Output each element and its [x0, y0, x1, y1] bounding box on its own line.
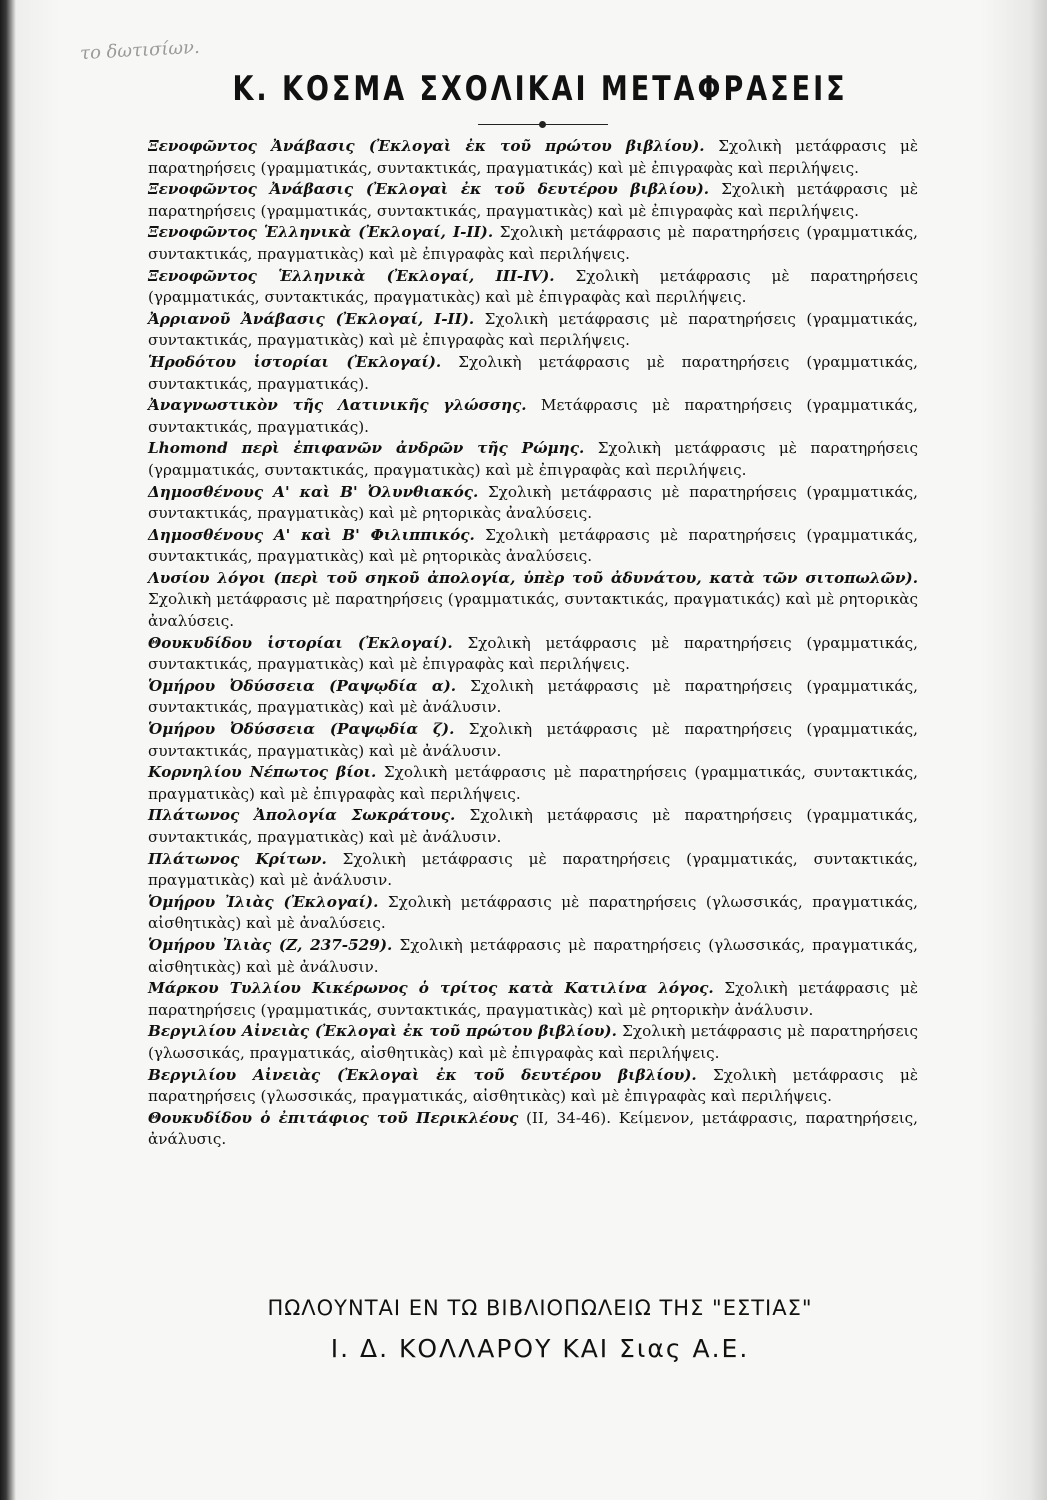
- catalog-entry: [148, 1065, 918, 1108]
- entry-description: Σχολικὴ μετάφρασις μὲ παρατηρήσεις (γραμματικάς, συντακτικάς, πραγματικὰς) καὶ μὲ ἐπιγραφὰς καὶ περιλήψεις.: [148, 266, 918, 307]
- catalog-entry: [148, 633, 918, 676]
- catalog-entry: [148, 1021, 918, 1064]
- entry-title: Θουκυδίδου ὁ ἐπιτάφιος τοῦ Περικλέους: [148, 1108, 519, 1127]
- catalog-entry: [148, 762, 918, 805]
- entry-title: Λυσίου λόγοι (περὶ τοῦ σηκοῦ ἀπολογία, ὑπὲρ τοῦ ἀδυνάτου, κατὰ τῶν σιτοπωλῶν).: [148, 568, 918, 587]
- catalog-entry: [148, 482, 918, 525]
- handwritten-note: το δωτισίων.: [79, 36, 201, 65]
- catalog-entry: [148, 525, 918, 568]
- entry-title: Ξενοφῶντος Ἀνάβασις (Ἐκλογαὶ ἐκ τοῦ δευτέρου βιβλίου).: [148, 180, 710, 199]
- entry-description: Σχολικὴ μετάφρασις μὲ παρατηρήσεις (γραμματικάς, συντακτικάς, πραγματικὰς) καὶ μὲ ἀνάλυσιν.: [148, 849, 918, 890]
- entry-title: Ὁμήρου Ὀδύσσεια (Ραψῳδία α).: [148, 676, 457, 695]
- entry-title: Θουκυδίδου ἱστορίαι (Ἐκλογαί).: [148, 633, 453, 652]
- catalog-entry: [148, 935, 918, 978]
- catalog-entry: [148, 309, 918, 352]
- entry-title: Ὁμήρου Ἰλιὰς (Ζ, 237-529).: [148, 935, 393, 954]
- entry-description: Σχολικὴ μετάφρασις μὲ παρατηρήσεις (γραμματικάς, συντακτικάς, πραγματικὰς) καὶ μὲ ἐπιγραφὰς καὶ περιλήψεις.: [148, 180, 918, 220]
- entry-description: Σχολικὴ μετάφρασις μὲ παρατηρήσεις (γραμματικάς, συντακτικάς, πραγματικὰς) καὶ μὲ ἀνάλυσιν.: [148, 720, 918, 760]
- catalog-entry: [148, 1108, 918, 1151]
- footer-publisher-line: Ι. Δ. ΚΟΛΛΑΡΟΥ ΚΑΙ Σιας Α.Ε.: [330, 1334, 750, 1363]
- catalog-list: [148, 136, 918, 1151]
- catalog-entry: [148, 266, 918, 309]
- entry-description: (ΙΙ, 34-46). Κείμενον, μετάφρασις, παρατηρήσεις, ἀνάλυσις.: [148, 1108, 918, 1149]
- catalog-entry: [148, 568, 918, 633]
- catalog-entry: [148, 676, 918, 719]
- footer-seller-line: ΠΩΛΟΥΝΤΑΙ ΕΝ ΤΩ ΒΙΒΛΙΟΠΩΛΕΙΩ ΤΗΣ "ΕΣΤΙΑΣ": [267, 1296, 813, 1320]
- entry-title: Ἀναγνωστικὸν τῆς Λατινικῆς γλώσσης.: [148, 396, 527, 415]
- entry-description: Σχολικὴ μετάφρασις μὲ παρατηρήσεις (γραμματικάς, συντακτικάς, πραγματικὰς) καὶ μὲ ρητορικὰς ἀναλύσεις.: [148, 482, 918, 523]
- entry-title: Δημοσθένους Α' καὶ Β' Φιλιππικός.: [148, 525, 475, 544]
- entry-title: Δημοσθένους Α' καὶ Β' Ὀλυνθιακός.: [148, 482, 479, 501]
- entry-description: Σχολικὴ μετάφρασις μὲ παρατηρήσεις (γλωσσικάς, πραγματικάς, αἰσθητικὰς) καὶ μὲ ἐπιγραφὰς καὶ περιλήψεις.: [148, 1065, 919, 1106]
- entry-description: Σχολικὴ μετάφρασις μὲ παρατηρήσεις (γραμματικάς, συντακτικάς, πραγματικὰς) καὶ μὲ ρητορικὰς ἀναλύσεις.: [148, 525, 919, 566]
- entry-description: Σχολικὴ μετάφρασις μὲ παρατηρήσεις (γραμματικάς, συντακτικάς, πραγματικὰς) καὶ μὲ ρητορικὴν ἀνάλυσιν.: [148, 979, 918, 1019]
- entry-description: Μετάφρασις μὲ παρατηρήσεις (γραμματικάς, συντακτικάς, πραγματικάς).: [148, 396, 918, 436]
- catalog-entry: [148, 179, 918, 222]
- catalog-entry: [148, 395, 918, 438]
- entry-title: Βεργιλίου Αἰνειὰς (Ἐκλογαὶ ἐκ τοῦ πρώτου βιβλίου).: [148, 1022, 617, 1041]
- catalog-entry: [148, 978, 918, 1021]
- title-divider: [478, 124, 608, 125]
- entry-title: Πλάτωνος Ἀπολογία Σωκράτους.: [148, 806, 456, 825]
- entry-title: Ξενοφῶντος Ἑλληνικὰ (Ἐκλογαί, Ι-ΙΙ).: [148, 223, 494, 242]
- entry-title: Ξενοφῶντος Ἀνάβασις (Ἐκλογαὶ ἐκ τοῦ πρώτου βιβλίου).: [148, 137, 705, 155]
- entry-description: Σχολικὴ μετάφρασις μὲ παρατηρήσεις (γλωσσικάς, πραγματικάς, αἰσθητικὰς) καὶ μὲ ἐπιγραφὰς καὶ περιλήψεις.: [148, 1022, 918, 1062]
- entry-title: Βεργιλίου Αἰνειὰς (Ἐκλογαὶ ἐκ τοῦ δευτέρου βιβλίου).: [148, 1065, 697, 1084]
- catalog-entry: [148, 222, 918, 265]
- entry-title: Ἡροδότου ἱστορίαι (Ἐκλογαί).: [148, 352, 442, 371]
- catalog-entry: [148, 805, 918, 848]
- entry-description: Σχολικὴ μετάφρασις μὲ παρατηρήσεις (γραμματικάς, συντακτικάς, πραγματικὰς) καὶ μὲ ἐπιγραφὰς καὶ περιλήψεις.: [148, 309, 918, 350]
- entry-title: Ἀρριανοῦ Ἀνάβασις (Ἐκλογαί, Ι-ΙΙ).: [148, 309, 475, 328]
- entry-description: Σχολικὴ μετάφρασις μὲ παρατηρήσεις (γραμματικάς, συντακτικάς, πραγματικὰς) καὶ μὲ ἐπιγραφὰς καὶ περιλήψεις.: [148, 763, 918, 803]
- entry-title: Ὁμήρου Ἰλιὰς (Ἐκλογαί).: [148, 892, 379, 911]
- entry-description: Σχολικὴ μετάφρασις μὲ παρατηρήσεις (γραμματικάς, συντακτικάς, πραγματικὰς) καὶ μὲ ἀνάλυσιν.: [148, 676, 918, 717]
- entry-description: Σχολικὴ μετάφρασις μὲ παρατηρήσεις (γραμματικάς, συντακτικάς, πραγματικὰς) καὶ μὲ ἐπιγραφὰς καὶ περιλήψεις.: [148, 223, 918, 263]
- entry-description: Σχολικὴ μετάφρασις μὲ παρατηρήσεις (γραμματικάς, συντακτικάς, πραγματικὰς) καὶ μὲ ἐπιγραφὰς καὶ περιλήψεις.: [148, 633, 918, 674]
- page-title: Κ. ΚΟΣΜΑ ΣΧΟΛΙΚΑΙ ΜΕΤΑΦΡΑΣΕΙΣ: [232, 70, 848, 109]
- entry-title: Ξενοφῶντος Ἑλληνικὰ (Ἐκλογαί, ΙΙΙ-ΙV).: [148, 266, 555, 285]
- entry-description: Σχολικὴ μετάφρασις μὲ παρατηρήσεις (γραμματικάς, συντακτικάς, πραγματικάς) καὶ μὲ ἐπιγραφὰς καὶ περιλήψεις.: [148, 137, 918, 177]
- catalog-entry: [148, 438, 918, 481]
- catalog-entry: [148, 719, 918, 762]
- entry-description: Σχολικὴ μετάφρασις μὲ παρατηρήσεις (γραμματικάς, συντακτικάς, πραγματικὰς) καὶ μὲ ἐπιγραφὰς καὶ περιλήψεις.: [148, 439, 919, 479]
- divider-dot: [539, 121, 546, 128]
- catalog-entry: [148, 849, 918, 892]
- catalog-entry: [148, 136, 918, 179]
- entry-description: Σχολικὴ μετάφρασις μὲ παρατηρήσεις (γλωσσικάς, πραγματικάς, αἰσθητικὰς) καὶ μὲ ἀναλύσεις.: [148, 892, 919, 933]
- entry-description: Σχολικὴ μετάφρασις μὲ παρατηρήσεις (γραμματικάς, συντακτικάς, πραγματικάς).: [148, 352, 918, 393]
- entry-title: Μάρκου Τυλλίου Κικέρωνος ὁ τρίτος κατὰ Κατιλίνα λόγος.: [148, 979, 714, 998]
- entry-title: Ὁμήρου Ὀδύσσεια (Ραψῳδία ζ).: [148, 720, 455, 739]
- entry-title: Lhomond περὶ ἐπιφανῶν ἀνδρῶν τῆς Ρώμης.: [148, 439, 585, 458]
- entry-title: Κορνηλίου Νέπωτος βίοι.: [148, 763, 377, 782]
- entry-title: Πλάτωνος Κρίτων.: [148, 849, 327, 868]
- entry-description: Σχολικὴ μετάφρασις μὲ παρατηρήσεις (γλωσσικάς, πραγματικάς, αἰσθητικὰς) καὶ μὲ ἀνάλυσιν.: [148, 935, 918, 976]
- catalog-entry: [148, 352, 918, 395]
- entry-description: Σχολικὴ μετάφρασις μὲ παρατηρήσεις (γραμματικάς, συντακτικάς, πραγματικὰς) καὶ μὲ ἀνάλυσιν.: [148, 806, 918, 846]
- entry-description: Σχολικὴ μετάφρασις μὲ παρατηρήσεις (γραμματικάς, συντακτικάς, πραγματικάς) καὶ μὲ ρητορικὰς ἀναλύσεις.: [148, 590, 918, 631]
- catalog-entry: [148, 892, 918, 935]
